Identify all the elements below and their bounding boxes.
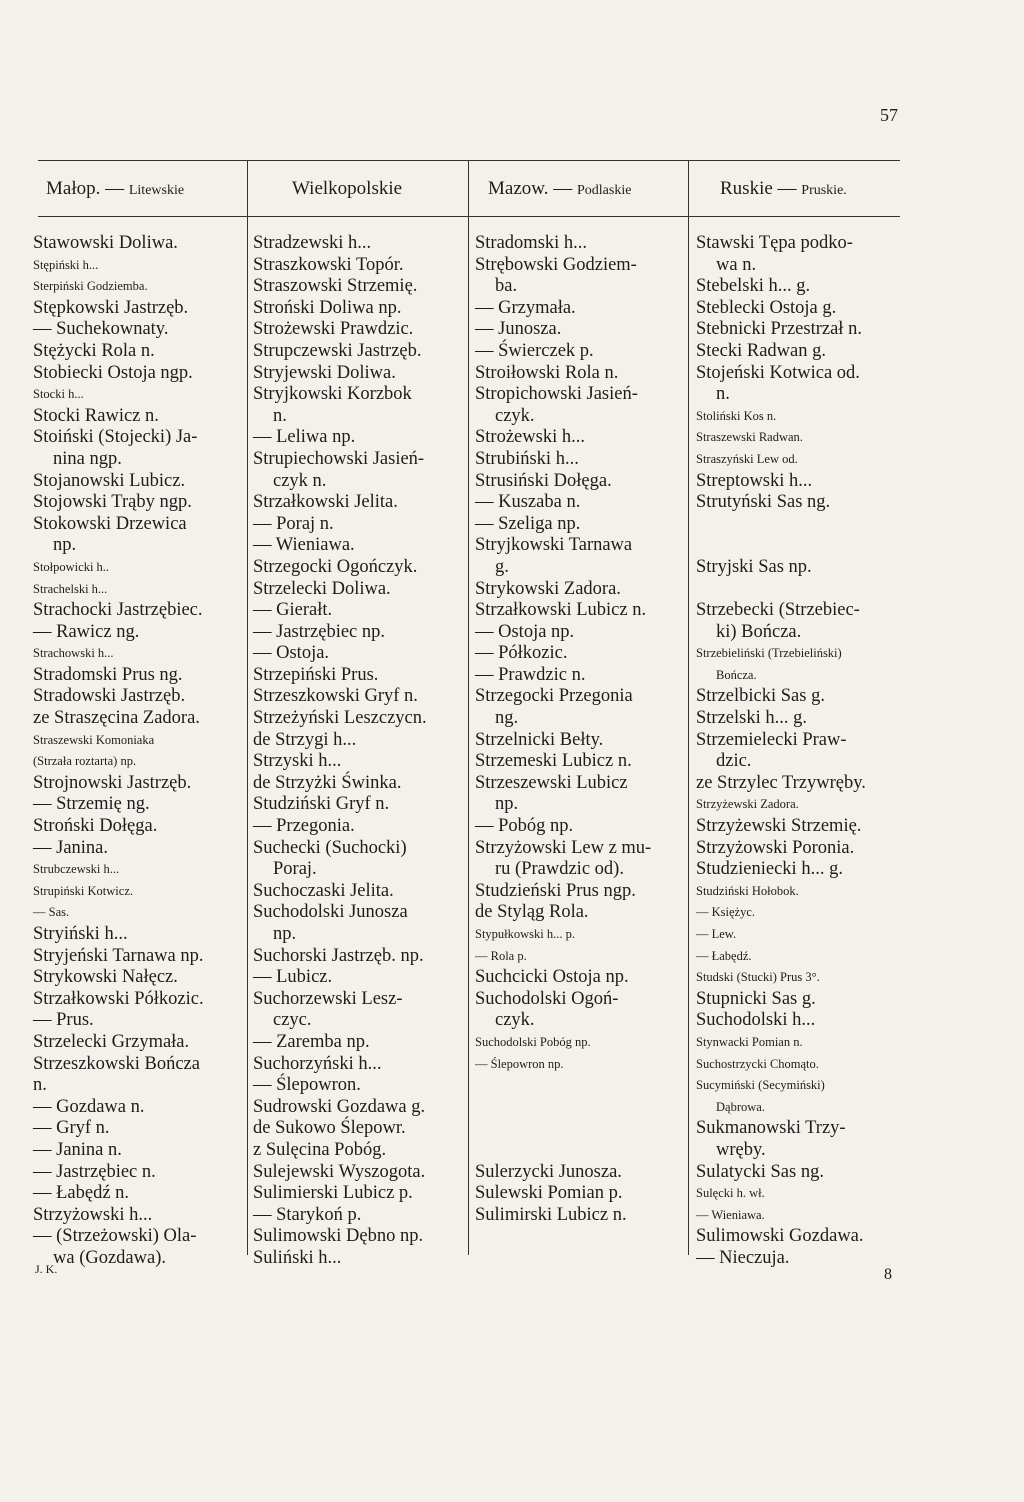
list-item: — Suchekownaty. [33,319,169,340]
list-item: Strzelnicki Bełty. [475,729,604,750]
list-item: Suchodolski h... [696,1010,816,1031]
list-item: czyc. [273,1010,312,1031]
header-sub: Podlaskie [577,183,632,198]
column-divider [688,160,689,1255]
list-item: — Księżyc. [696,905,756,920]
column-ruskie-pruskie [696,233,866,1270]
list-item [696,535,866,557]
list-item: Streptowski h... [696,470,813,491]
list-item: — Szeliga np. [475,513,581,534]
list-item: Strutyński Sas ng. [696,492,831,513]
list-item: Strojnowski Jastrzęb. [33,772,192,793]
list-item: Strzeszkowski Gryf n. [253,686,418,707]
list-item: de Styląg Rola. [475,902,589,923]
list-item: Strzałkowski Półkozic. [33,988,204,1009]
list-item: Strachowski h... [33,646,114,661]
list-item: Studski (Stucki) Prus 3°. [696,970,820,985]
list-item: Suchecki (Suchocki) [253,837,407,858]
column-malop-litewskie [33,233,204,1270]
list-item: Strykowski Zadora. [475,578,621,599]
list-item: Stępkowski Jastrzęb. [33,297,189,318]
list-item [696,579,866,601]
list-item: — (Strzeżowski) Ola- [33,1226,197,1247]
list-item: — Półkozic. [475,643,568,664]
list-item: Stryjeński Tarnawa np. [33,945,204,966]
list-item: — Wieniawa. [253,535,355,556]
list-item: np. [273,924,297,944]
list-item: g. [495,556,509,577]
list-item: czyk. [495,405,535,426]
list-item: Stojeński Kotwica od. [696,362,860,383]
list-item: ze Straszęcina Zadora. [33,708,200,729]
list-item: Stecki Radwan g. [696,340,826,361]
list-item: Studzieniecki h... g. [696,859,843,880]
list-item: np. [53,535,77,556]
list-item: Stężycki Rola n. [33,340,155,361]
footer-signature: J. K. [35,1262,58,1276]
list-item: Stebnicki Przestrzał n. [696,319,862,340]
list-item: Strubiński h... [475,448,579,469]
list-item: Strzebecki (Strzebiec- [696,600,860,621]
list-item: Sulewski Pomian p. [475,1183,623,1204]
list-item: ze Strzylec Trzywręby. [696,772,866,793]
list-item: ba. [495,276,518,297]
list-item: Stryiński h... [33,924,128,944]
list-item: Strzelecki Doliwa. [253,578,391,599]
list-item: — Junosza. [475,319,562,340]
list-item: — Przegonia. [253,816,355,837]
list-item: Stawowski Doliwa. [33,233,178,253]
list-item: Sterpiński Godziemba. [33,279,148,294]
list-item: Sulatycki Sas ng. [696,1161,824,1182]
list-item: Strzałkowski Jelita. [253,492,398,513]
list-item: Strzelski h... g. [696,708,807,729]
list-item: Stryjewski Doliwa. [253,362,396,383]
list-item: — Starykoń p. [253,1204,362,1225]
list-item: Stradowski Jastrzęb. [33,686,186,707]
list-item: Strębowski Godziem- [475,254,637,275]
list-item [696,514,866,536]
list-item: — Janina n. [33,1139,122,1160]
column-mazow-podlaskie [475,233,651,1226]
list-item: Stojowski Trąby ngp. [33,492,192,513]
list-item: Studziński Gryf n. [253,794,390,815]
list-item: — Leliwa np. [253,427,356,448]
list-item [475,1140,651,1162]
list-item: — Kuszaba n. [475,492,581,513]
list-item: ki) Bończa. [716,621,802,642]
list-item: — Gryf n. [33,1118,110,1139]
list-item: Stołpowicki h.. [33,559,110,574]
list-item: — Łabędź n. [33,1183,130,1204]
list-item: Stroński Dołęga. [33,816,158,837]
list-item: Stryjkowski Tarnawa [475,535,633,556]
list-item: de Sukowo Ślepowr. [253,1118,406,1139]
list-item: Strupiechowski Jasień- [253,448,425,469]
list-item: — Ostoja. [253,643,330,664]
list-item: Studziński Hołobok. [696,883,799,898]
list-item: — Świerczek p. [475,340,594,361]
list-item: Stradzewski h... [253,233,372,253]
list-item: Suchodolski Ogoń- [475,988,619,1009]
header-main: Ruskie — [720,178,802,199]
list-item: Strożewski h... [475,427,585,448]
list-item: Suchoczaski Jelita. [253,880,394,901]
header-sub: Litewskie [128,183,185,198]
list-item: — Pobóg np. [475,816,574,837]
list-item: Strzyski h... [253,751,342,772]
list-item: Suchorzewski Lesz- [253,988,403,1009]
column-wielkopolskie [253,233,427,1270]
list-item: Stypułkowski h... p. [475,927,576,941]
list-item: Stępiński h... [33,257,99,272]
list-item: ng. [495,708,519,729]
list-item: czyk n. [273,470,327,491]
list-item: — Wieniawa. [696,1207,765,1222]
list-item: Strzemielecki Praw- [696,729,847,750]
list-item: Stawski Tępa podko- [696,233,853,253]
list-item: Straszyński Lew od. [696,451,798,466]
list-item: — Ślepowron. [253,1075,361,1096]
list-item: — Sas. [33,905,70,920]
list-item: Poraj. [273,859,317,880]
list-item: Strzelecki Grzymała. [33,1031,190,1052]
list-item: Suchcicki Ostoja np. [475,967,629,988]
list-item: — Gierałt. [253,600,333,621]
list-item: — Łabędź. [696,948,752,963]
list-item: — Jastrzębiec n. [33,1161,156,1182]
list-item: Strzeżyński Leszczycn. [253,708,427,729]
list-item: Strubczewski h... [33,862,120,877]
header-mazow-podlaskie [488,178,631,202]
list-item: — Zaremba np. [253,1031,370,1052]
list-item: Suchodolski Pobóg np. [475,1034,591,1049]
list-item: Stradomski h... [475,233,588,253]
list-item [475,1097,651,1119]
list-item: — Grzymała. [475,297,576,318]
list-item: Stryjski Sas np. [696,556,812,577]
list-item: Stynwacki Pomian n. [696,1034,803,1049]
list-item: — Prus. [33,1010,94,1031]
list-item: — Janina. [33,837,109,858]
list-item: dzic. [716,751,752,772]
list-item: Suchorzyński h... [253,1053,382,1074]
list-item: Strykowski Nałęcz. [33,967,178,988]
list-item: Stoiński (Stojecki) Ja- [33,427,198,448]
header-wielkopolskie [292,178,402,202]
header-sub: Pruskie. [801,183,847,198]
list-item: Stokowski Drzewica [33,513,187,534]
list-item: Strupiński Kotwicz. [33,883,133,898]
list-item: — Poraj n. [253,513,334,534]
list-item: Strzałkowski Lubicz n. [475,600,647,621]
list-item: — Rola p. [475,948,527,963]
list-item: Strzyżewski Zadora. [696,797,799,812]
list-item: — Rawicz ng. [33,621,140,642]
header-main: Mazow. — [488,178,577,199]
list-item: Strusiński Dołęga. [475,470,612,491]
list-item: Steblecki Ostoja g. [696,297,837,318]
header-main: Wielkopolskie [292,178,403,199]
list-item: — Lew. [696,927,737,941]
list-item: — Prawdzic n. [475,664,586,685]
list-item: — Ostoja np. [475,621,575,642]
list-item: Strzegocki Przegonia [475,686,633,707]
list-item: — Lubicz. [253,967,333,988]
list-item: Studzieński Prus ngp. [475,880,636,901]
header-malop-litewskie [46,178,184,202]
header-main: Małop. — [46,178,129,199]
list-item: Strzyżowski h... [33,1204,153,1225]
list-item: Stroiłowski Rola n. [475,362,619,383]
list-item: Sulimierski Lubicz p. [253,1183,413,1204]
list-item: Suchorski Jastrzęb. np. [253,945,424,966]
list-item: Strzegocki Ogończyk. [253,556,418,577]
list-item: Stryjkowski Korzbok [253,384,412,405]
list-item: Strzepiński Prus. [253,664,379,685]
list-item: Stobiecki Ostoja ngp. [33,362,193,383]
list-item: Stocki h... [33,387,84,402]
list-item: Strzemeski Lubicz n. [475,751,632,772]
list-item: Sucymiński (Secymiński) [696,1078,825,1093]
list-item: wa (Gozdawa). [53,1247,166,1268]
list-item: Stebelski h... g. [696,276,811,297]
column-divider [247,160,248,1255]
list-item: Straszowski Strzemię. [253,276,418,297]
list-item: — Nieczuja. [696,1247,790,1268]
list-item: — Jastrzębiec np. [253,621,386,642]
list-item: Strzyżewski Strzemię. [696,816,862,837]
list-item: Strzyżowski Poronia. [696,837,855,858]
list-item: n. [273,405,287,426]
list-item: Strzebieliński (Trzebieliński) [696,646,842,661]
list-item: Suchodolski Junosza [253,902,408,923]
list-item: Sulerzycki Junosza. [475,1161,622,1182]
list-item: Sulimirski Lubicz n. [475,1204,627,1225]
list-item: de Strzygi h... [253,729,357,750]
list-item: n. [716,384,730,405]
list-item [475,1075,651,1097]
list-item: Sudrowski Gozdawa g. [253,1096,426,1117]
list-item: Strachelski h... [33,581,108,596]
list-item: n. [33,1075,47,1096]
list-item: wa n. [716,254,757,275]
list-item: Sukmanowski Trzy- [696,1118,846,1139]
list-item: Stradomski Prus ng. [33,664,183,685]
list-item: de Strzyżki Świnka. [253,772,402,793]
page-number: 57 [880,105,898,125]
list-item: wręby. [716,1139,766,1160]
column-divider [468,160,469,1255]
list-item: Suliński h... [253,1247,342,1268]
list-item: Sulimowski Dębno np. [253,1226,424,1247]
list-item: Strzyżowski Lew z mu- [475,837,652,858]
list-item: Stoliński Kos n. [696,408,777,423]
list-item: Straszkowski Topór. [253,254,404,275]
list-item: Stocki Rawicz n. [33,405,159,426]
list-item: Straszewski Komoniaka [33,732,155,747]
list-item: Strzeszkowski Bończa [33,1053,200,1074]
list-item: czyk. [495,1010,535,1031]
header-rule-bottom [38,216,900,217]
list-item: — Ślepowron np. [475,1056,564,1071]
list-item: Stupnicki Sas g. [696,988,816,1009]
list-item: Stojanowski Lubicz. [33,470,186,491]
list-item: Strożewski Prawdzic. [253,319,414,340]
header-rule-top [38,160,900,161]
list-item: Strupczewski Jastrzęb. [253,340,422,361]
list-item: (Strzała roztarta) np. [33,754,137,769]
list-item: Strachocki Jastrzębiec. [33,600,203,621]
list-item: Sulęcki h. wł. [696,1186,765,1201]
list-item: Bończa. [716,667,757,682]
list-item: Dąbrowa. [716,1099,765,1114]
list-item: Stroński Doliwa np. [253,297,402,318]
list-item: Sulejewski Wyszogota. [253,1161,426,1182]
list-item: np. [495,794,519,815]
list-item: Strzeszewski Lubicz [475,772,628,793]
list-item: Suchostrzycki Chomąto. [696,1056,819,1071]
list-item: ru (Prawdzic od). [495,859,624,880]
list-item: Strzelbicki Sas g. [696,686,825,707]
footer-number: 8 [884,1266,892,1283]
header-ruskie-pruskie [720,178,847,202]
list-item: Straszewski Radwan. [696,430,803,445]
list-item: — Gozdawa n. [33,1096,145,1117]
list-item: Stropichowski Jasień- [475,384,638,405]
list-item: — Strzemię ng. [33,794,150,815]
list-item [475,1118,651,1140]
list-item: Sulimowski Gozdawa. [696,1226,864,1247]
list-item: z Sulęcina Pobóg. [253,1139,387,1160]
list-item: nina ngp. [53,448,122,469]
